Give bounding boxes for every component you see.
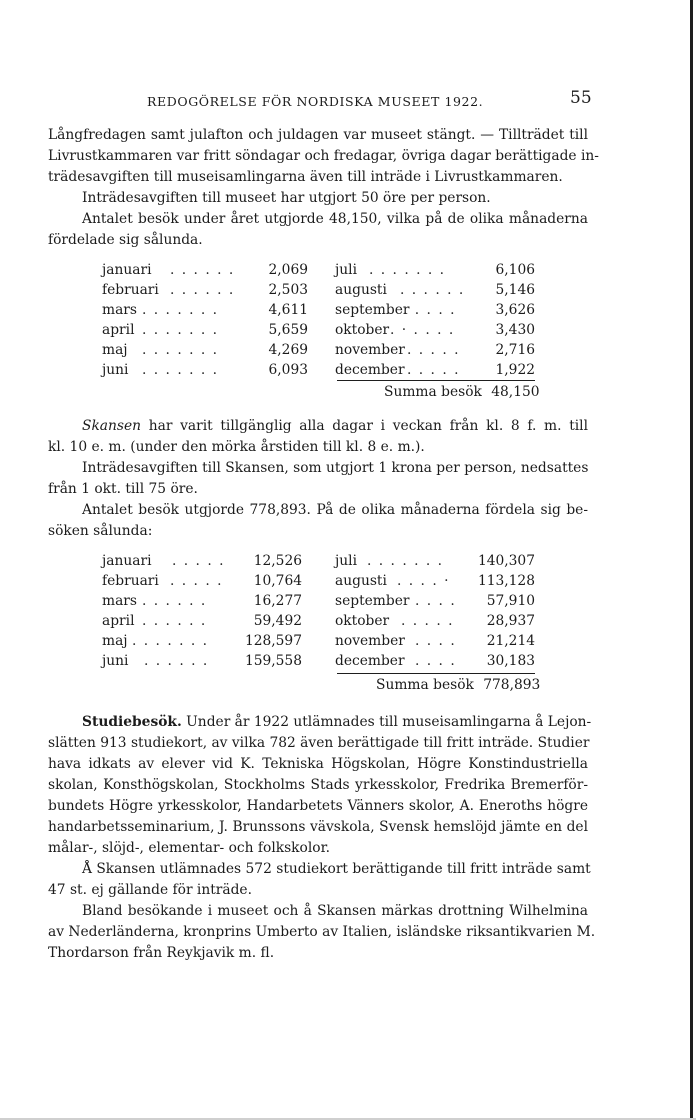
body-line xyxy=(48,712,592,733)
leader-dots: . . . . . xyxy=(407,342,460,358)
sum-rule xyxy=(337,380,535,381)
table-row xyxy=(335,633,535,653)
body-line: Inträdesavgiften till Skansen, som utgjort 1 krona per person, nedsattes xyxy=(82,460,589,476)
table-row xyxy=(335,593,535,613)
sum-row xyxy=(376,677,540,693)
table-row xyxy=(335,282,535,302)
month-value: 2,716 xyxy=(495,342,535,358)
table-row xyxy=(102,553,302,573)
table-row xyxy=(335,262,535,282)
month-value: 6,106 xyxy=(495,262,535,278)
month-label: maj xyxy=(102,342,128,358)
table-row xyxy=(335,573,535,593)
month-value: 6,093 xyxy=(268,362,308,378)
table-row xyxy=(335,362,535,382)
leader-dots: . . . . xyxy=(415,653,457,669)
body-line: kl. 10 e. m. (under den mörka årstiden till kl. 8 e. m.). xyxy=(48,439,425,455)
sum-row xyxy=(384,384,540,400)
table-row xyxy=(102,302,308,322)
page-edge-rule xyxy=(690,0,693,1120)
month-label: januari xyxy=(102,262,152,278)
body-line: fördelade sig sålunda. xyxy=(48,232,203,248)
leader-dots: . . . . . . . xyxy=(142,362,219,378)
month-label: december xyxy=(335,362,405,378)
table-row xyxy=(102,322,308,342)
month-label: oktober xyxy=(335,322,390,338)
sum-label: Summa besök xyxy=(376,677,474,693)
leader-dots: . . . . . . xyxy=(400,282,465,298)
month-label: juli xyxy=(335,262,357,278)
body-line-rest: Under år 1922 utlämnades till museisamlingarna å Lejon- xyxy=(181,714,592,730)
body-line: Antalet besök under året utgjorde 48,150, vilka på de olika månaderna xyxy=(82,211,588,227)
month-label: mars xyxy=(102,302,137,318)
month-label: juni xyxy=(102,362,129,378)
leader-dots: . . . . . . . xyxy=(142,342,219,358)
month-value: 57,910 xyxy=(486,593,535,609)
month-value: 113,128 xyxy=(477,573,535,589)
leader-dots: . . . . . . xyxy=(142,593,207,609)
table-row xyxy=(102,362,308,382)
leader-dots: . . . . . xyxy=(401,613,454,629)
month-label: december xyxy=(335,653,405,669)
leader-dots: . . . . . . . xyxy=(132,633,209,649)
month-label: augusti xyxy=(335,573,387,589)
body-line: målar-, slöjd-, elementar- och folkskolor. xyxy=(48,840,331,856)
body-line: 47 st. ej gällande för inträde. xyxy=(48,882,252,898)
month-label: september xyxy=(335,302,410,318)
month-label: augusti xyxy=(335,282,387,298)
sum-value: 778,893 xyxy=(483,677,541,693)
month-value: 3,626 xyxy=(495,302,535,318)
month-value: 159,558 xyxy=(244,653,302,669)
leader-dots: . . . . xyxy=(415,633,457,649)
body-line: söken sålunda: xyxy=(48,523,153,539)
month-label: juni xyxy=(102,653,129,669)
month-value: 12,526 xyxy=(253,553,302,569)
table-row xyxy=(102,653,302,673)
month-label: januari xyxy=(102,553,152,569)
month-value: 2,069 xyxy=(268,262,308,278)
running-head: REDOGÖRELSE FÖR NORDISKA MUSEET 1922. xyxy=(147,94,484,109)
month-value: 1,922 xyxy=(495,362,535,378)
leader-dots: . . . . . xyxy=(170,573,223,589)
body-line: Antalet besök utgjorde 778,893. På de olika månaderna fördela sig be- xyxy=(82,502,588,518)
leader-dots: . . . . . xyxy=(407,362,460,378)
body-line: bundets Högre yrkesskolor, Handarbetets Vänners skolor, A. Eneroths högre xyxy=(48,798,588,814)
table-row xyxy=(102,613,302,633)
month-label: november xyxy=(335,342,405,358)
body-line: Långfredagen samt julafton och juldagen var museet stängt. — Tillträdet till xyxy=(48,127,588,143)
leader-dots: . . . . . . xyxy=(144,653,209,669)
leader-dots: . · . . . . xyxy=(390,322,455,338)
month-value: 30,183 xyxy=(486,653,535,669)
month-value: 5,146 xyxy=(495,282,535,298)
leader-dots: . . . . . . xyxy=(142,613,207,629)
page-number: 55 xyxy=(570,88,592,108)
table-row xyxy=(102,573,302,593)
month-value: 2,503 xyxy=(268,282,308,298)
body-line: hava idkats av elever vid K. Tekniska Högskolan, Högre Konstindustriella xyxy=(48,756,588,772)
table-row xyxy=(335,302,535,322)
body-line: skolan, Konsthögskolan, Stockholms Stads yrkesskolor, Fredrika Bremerför- xyxy=(48,777,588,793)
table-row xyxy=(102,342,308,362)
leader-dots: . . . . . . . xyxy=(142,322,219,338)
section-heading: Studiebesök. xyxy=(82,714,182,730)
skansen-word: Skansen xyxy=(82,418,142,434)
body-line-rest: har varit tillgänglig alla dagar i veckan från kl. 8 f. m. till xyxy=(141,418,588,434)
body-line: handarbetsseminarium, J. Brunssons vävskola, Svensk hemslöjd jämte en del xyxy=(48,819,588,835)
month-value: 4,269 xyxy=(268,342,308,358)
month-label: mars xyxy=(102,593,137,609)
table-row xyxy=(335,613,535,633)
table-row xyxy=(102,262,308,282)
table-row xyxy=(335,342,535,362)
month-label: november xyxy=(335,633,405,649)
leader-dots: . . . . . . . xyxy=(367,553,444,569)
leader-dots: . . . . . . xyxy=(170,262,235,278)
table-row xyxy=(102,593,302,613)
body-line: Å Skansen utlämnades 572 studiekort berättigande till fritt inträde samt xyxy=(82,861,591,877)
month-label: september xyxy=(335,593,410,609)
leader-dots: . . . . xyxy=(415,593,457,609)
month-label: maj xyxy=(102,633,128,649)
month-label: juli xyxy=(335,553,357,569)
leader-dots: . . . . . xyxy=(172,553,225,569)
table-row xyxy=(335,653,535,673)
leader-dots: . . . . . xyxy=(403,302,456,318)
body-line: Inträdesavgiften till museet har utgjort 50 öre per person. xyxy=(82,190,491,206)
table-row xyxy=(335,553,535,573)
leader-dots: . . . . · xyxy=(397,573,450,589)
month-label: april xyxy=(102,322,135,338)
month-value: 4,611 xyxy=(268,302,308,318)
month-value: 140,307 xyxy=(477,553,535,569)
table-row xyxy=(335,322,535,342)
body-line: trädesavgiften till museisamlingarna även till inträde i Livrustkammaren. xyxy=(48,169,563,185)
body-line xyxy=(48,416,588,437)
month-label: april xyxy=(102,613,135,629)
body-line: Bland besökande i museet och å Skansen märkas drottning Wilhelmina xyxy=(82,903,588,919)
body-line: slätten 913 studiekort, av vilka 782 även berättigade till fritt inträde. Studier xyxy=(48,735,590,751)
body-line: från 1 okt. till 75 öre. xyxy=(48,481,198,497)
body-line: Thordarson från Reykjavik m. fl. xyxy=(48,945,275,961)
leader-dots: . . . . . . xyxy=(170,282,235,298)
month-value: 21,214 xyxy=(486,633,535,649)
sum-value: 48,150 xyxy=(491,384,540,400)
leader-dots: . . . . . . . xyxy=(142,302,219,318)
sum-rule xyxy=(337,673,535,674)
leader-dots: . . . . . . . xyxy=(369,262,446,278)
month-value: 28,937 xyxy=(486,613,535,629)
month-label: februari xyxy=(102,282,159,298)
month-label: februari xyxy=(102,573,159,589)
month-value: 5,659 xyxy=(268,322,308,338)
month-value: 3,430 xyxy=(495,322,535,338)
month-value: 128,597 xyxy=(244,633,302,649)
month-value: 16,277 xyxy=(253,593,302,609)
month-label: oktober xyxy=(335,613,390,629)
table-row xyxy=(102,282,308,302)
month-value: 10,764 xyxy=(253,573,302,589)
month-value: 59,492 xyxy=(253,613,302,629)
table-row xyxy=(102,633,302,653)
sum-label: Summa besök xyxy=(384,384,482,400)
body-line: av Nederländerna, kronprins Umberto av Italien, isländske riksantikvarien M. xyxy=(48,924,596,940)
body-line: Livrustkammaren var fritt söndagar och fredagar, övriga dagar berättigade in- xyxy=(48,148,599,164)
